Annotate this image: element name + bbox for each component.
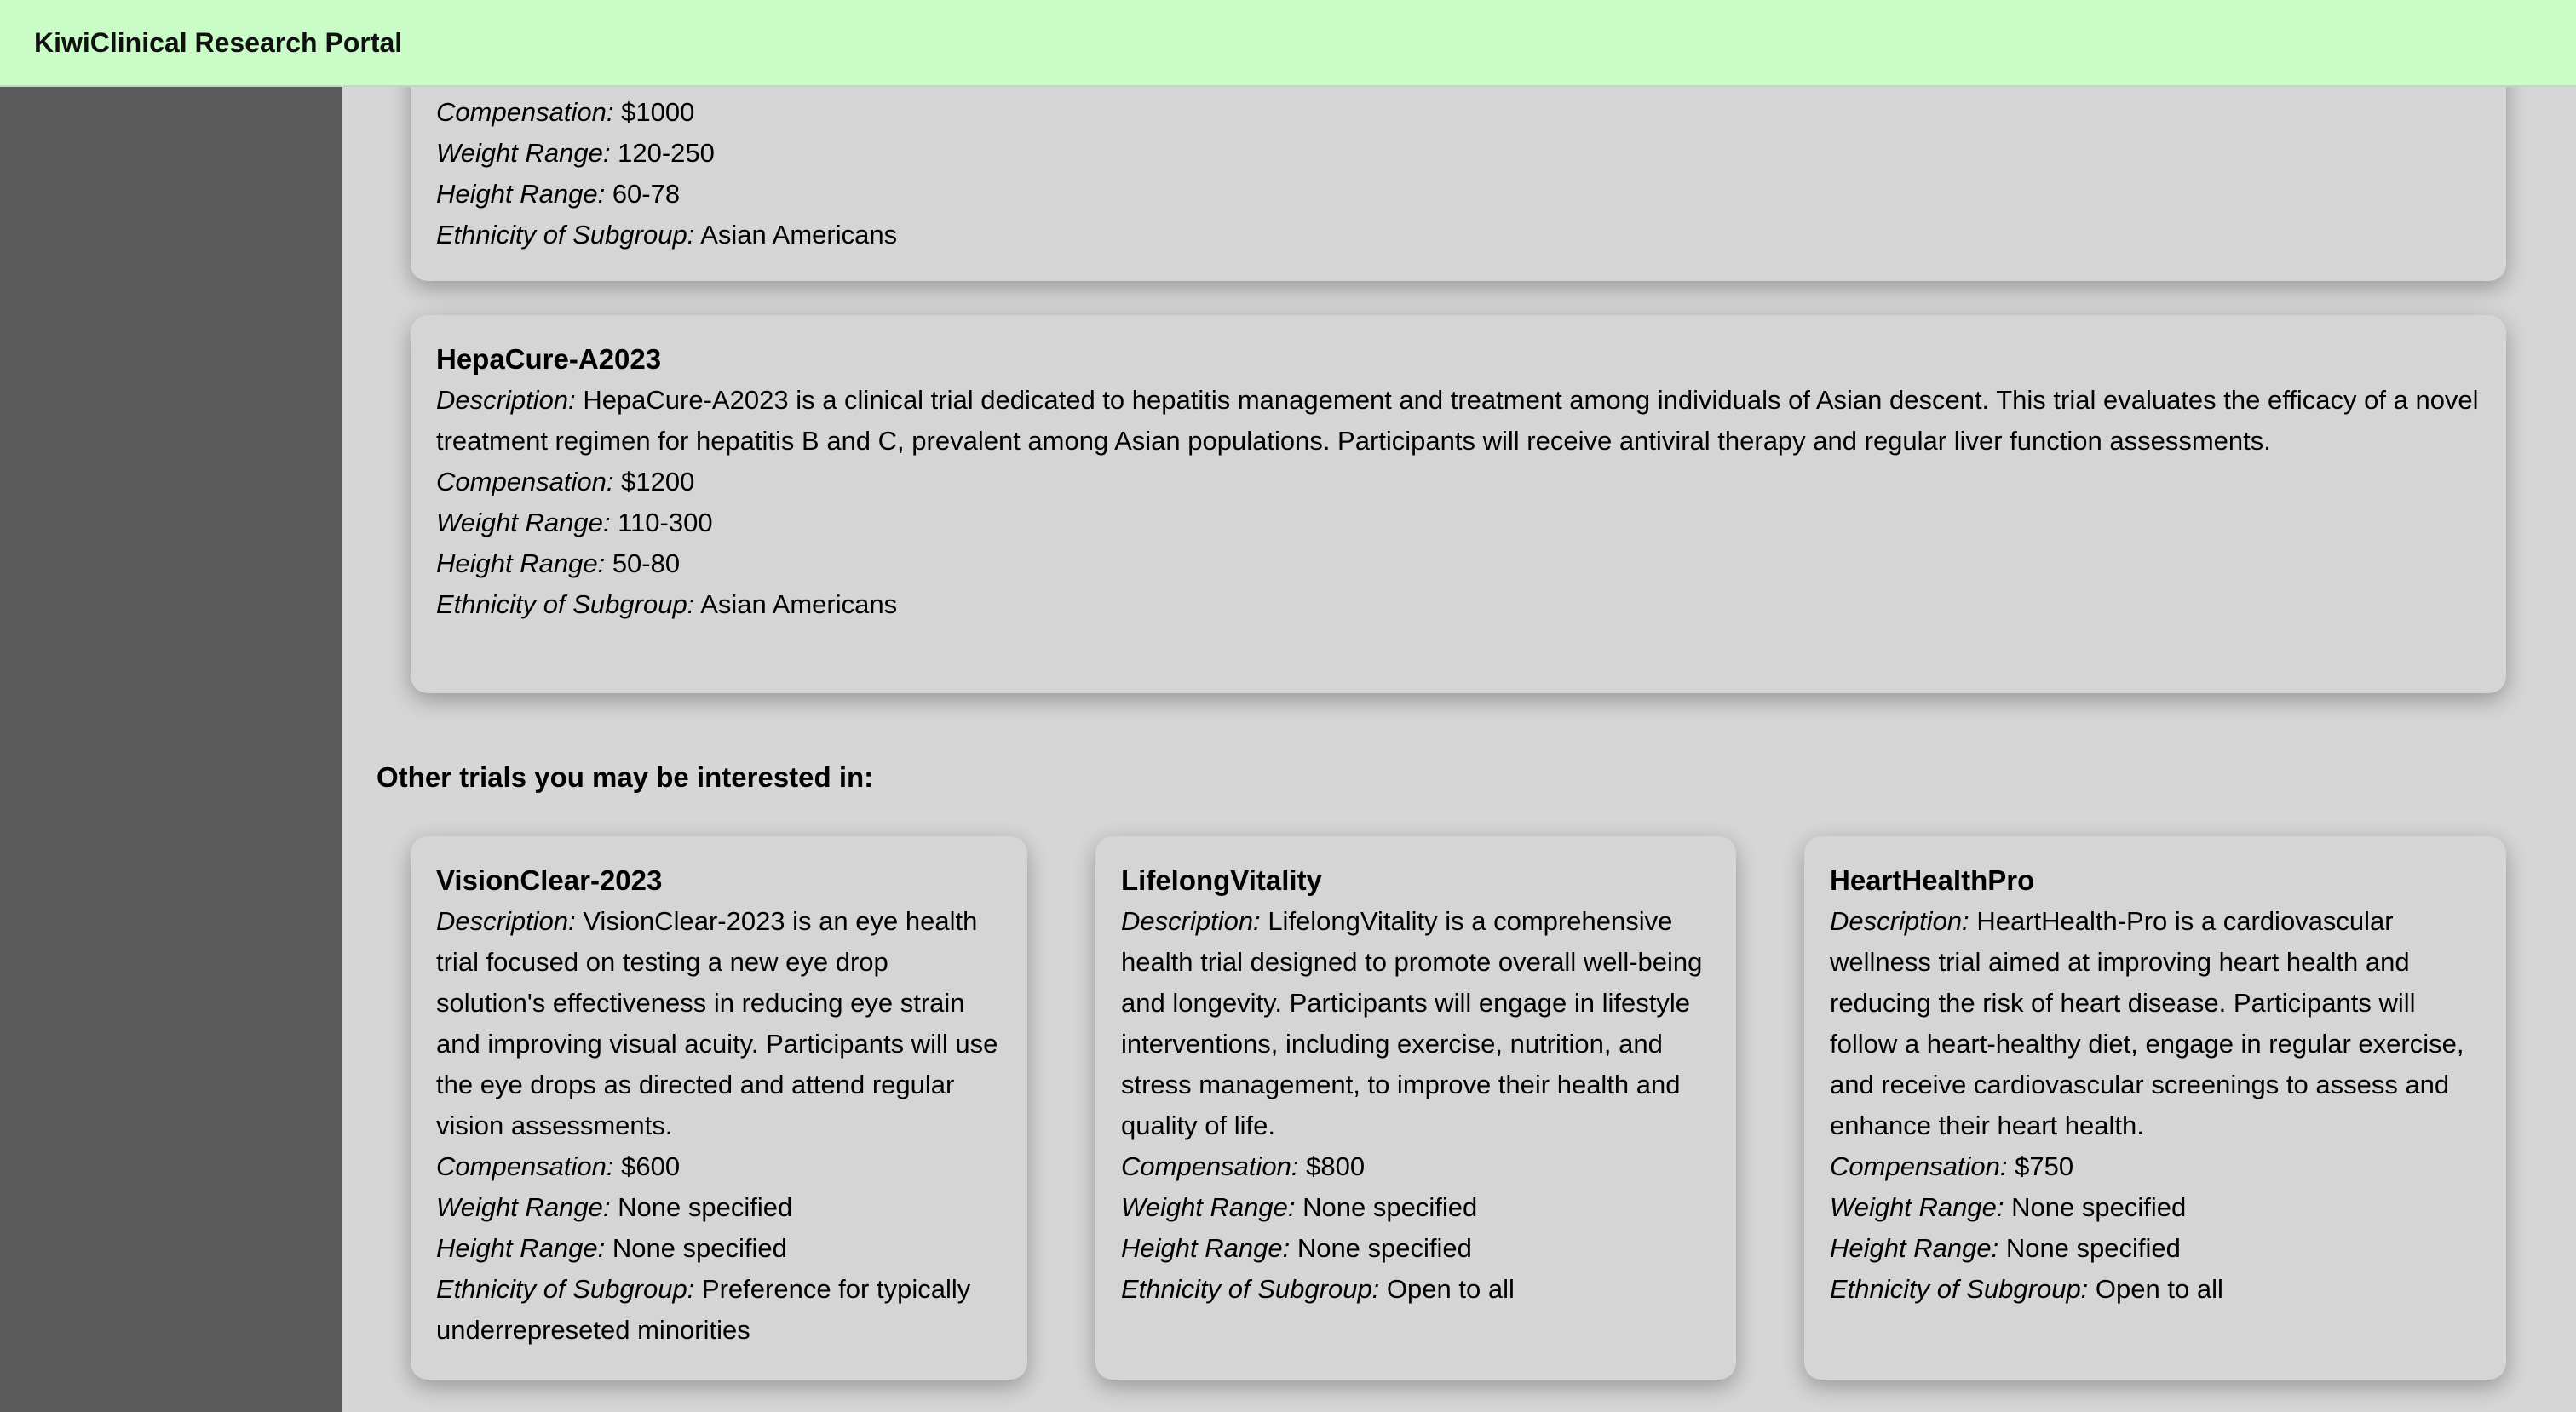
trial-description: Description: LifelongVitality is a comprehensive health trial designed to promote overall well-being and longevity. Participants will engage in lifestyle interventions, including exercise, nutrition, and stress management, to improve their health and quality of life.: [1121, 906, 1703, 1140]
trial-ethnicity: Ethnicity of Subgroup: Asian Americans: [436, 589, 898, 619]
app-title[interactable]: KiwiClinical Research Portal: [34, 26, 403, 58]
main-content: [342, 87, 2576, 1412]
trial-height-range: Height Range: None specified: [1830, 1233, 2181, 1263]
trial-name: LifelongVitality: [1121, 864, 1322, 896]
trial-card-other-3[interactable]: [1804, 836, 2506, 1380]
trial-weight-range: Weight Range: None specified: [1830, 1192, 2187, 1222]
trial-ethnicity: Ethnicity of Subgroup: Asian Americans: [436, 220, 898, 250]
top-bar: [0, 0, 2576, 87]
trial-height-range: Height Range: None specified: [1121, 1233, 1472, 1263]
trial-weight-range: Weight Range: None specified: [436, 1192, 793, 1222]
trial-compensation: Compensation: $600: [436, 1151, 681, 1181]
trial-description: Description: HepaCure-A2023 is a clinical trial dedicated to hepatitis management and treatment among individuals of Asian descent. This trial evaluates the efficacy of a novel treatment regimen for hepatitis B and C, prevalent among Asian populations. Participants will receive antiviral therapy and regular liver function assessments.: [436, 385, 2479, 456]
trial-card-matched-2: [411, 315, 2506, 693]
trial-card-matched-1: [411, 87, 2506, 281]
trial-name: HepaCure-A2023: [436, 343, 662, 375]
trial-compensation: Compensation: $800: [1121, 1151, 1366, 1181]
trial-description: Description: HeartHealth-Pro is a cardiovascular wellness trial aimed at improving heart health and reducing the risk of heart disease. Participants will follow a heart-healthy diet, engage in regular exercise, and receive cardiovascular screenings to assess and enhance their heart health.: [1830, 906, 2464, 1140]
trial-compensation: Compensation: $1000: [436, 97, 695, 127]
trial-name: HeartHealthPro: [1830, 864, 2035, 896]
trial-weight-range: Weight Range: 120-250: [436, 138, 715, 168]
other-trials-heading: Other trials you may be interested in:: [377, 761, 874, 793]
sidebar: [0, 87, 342, 1412]
trial-weight-range: Weight Range: 110-300: [436, 508, 713, 537]
trial-ethnicity: Ethnicity of Subgroup: Preference for typically underrepreseted minorities: [436, 1274, 971, 1345]
trial-weight-range: Weight Range: None specified: [1121, 1192, 1478, 1222]
trial-card-other-2[interactable]: [1095, 836, 1736, 1380]
trial-card-other-1[interactable]: [411, 836, 1027, 1380]
trial-height-range: Height Range: 60-78: [436, 179, 681, 209]
trial-ethnicity: Ethnicity of Subgroup: Open to all: [1830, 1274, 2223, 1304]
trial-height-range: Height Range: None specified: [436, 1233, 787, 1263]
trial-description: Description: VisionClear-2023 is an eye health trial focused on testing a new eye drop solution's effectiveness in reducing eye strain and improving visual acuity. Participants will use the eye drops as directed and attend regular vision assessments.: [436, 906, 998, 1140]
trial-name: VisionClear-2023: [436, 864, 663, 896]
trial-ethnicity: Ethnicity of Subgroup: Open to all: [1121, 1274, 1515, 1304]
trial-compensation: Compensation: $750: [1830, 1151, 2074, 1181]
trial-height-range: Height Range: 50-80: [436, 548, 681, 578]
trial-compensation: Compensation: $1200: [436, 467, 695, 496]
